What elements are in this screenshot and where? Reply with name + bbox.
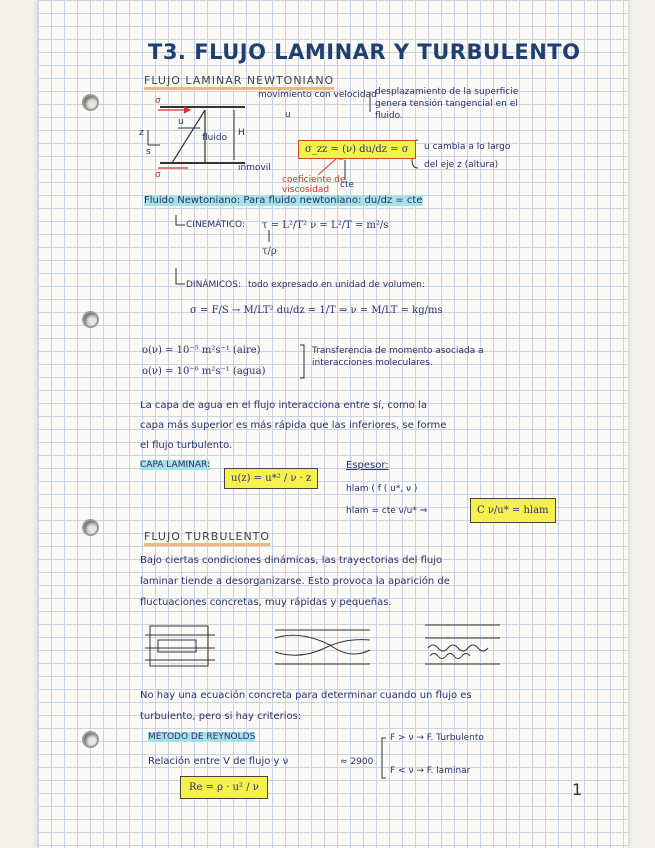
reynolds-approx: ≈ 2900 (340, 757, 374, 767)
order-water: o(ν) = 10⁻⁶ m²s⁻¹ (agua) (142, 366, 266, 377)
page-title: T3. FLUJO LAMINAR Y TURBULENTO (148, 40, 581, 64)
espesor-2: hlam = cte ν/u* ⇒ (346, 506, 428, 516)
paragraph1-line: La capa de agua en el flujo interacciona entre sí, como la (140, 400, 427, 411)
label-mu: u (285, 110, 291, 120)
desplazamiento-note: desplazamiento de la superficie genera tensión tangencial en el fluido. (375, 87, 519, 121)
turb-paragraph-line: fluctuaciones concretas, muy rápidas y pequeñas. (140, 597, 392, 608)
reynolds-heading: MÉTODO DE REYNOLDS (148, 732, 256, 742)
capa-laminar-formula: u(z) = u*² / ν · z (224, 468, 318, 489)
cinematico-label: CINEMÁTICO: (186, 220, 245, 230)
sigma-bottom: σ (155, 170, 161, 180)
label-movimiento: movimiento con velocidad (258, 90, 377, 100)
label-inmovil: inmovil (238, 163, 271, 173)
label-fluido: fluido (202, 133, 228, 143)
paragraph1-line: capa más superior es más rápida que las inferiores, se forme (140, 420, 447, 431)
section-heading-turbulento: FLUJO TURBULENTO (144, 530, 270, 546)
cinematico-formula: τ = L²/T² ν = L²/T = m²/s (262, 220, 389, 231)
label-z: z (139, 128, 144, 138)
turb-paragraph2-line: turbulento, pero si hay criterios: (140, 711, 302, 722)
reynolds-formula: Re = ρ · u² / ν (180, 776, 268, 799)
espesor-label: Espesor: (346, 460, 389, 471)
dinamico-formula: σ = F/S → M/LT² du/dz = 1/T ⇒ ν = M/LT = kg/ms (190, 305, 443, 316)
tau-rho: τ/ρ (262, 246, 277, 257)
label-s: s (146, 147, 151, 157)
reynolds-case-turbulento: F > ν → F. Turbulento (390, 733, 484, 743)
dinamico-label: DINÁMICOS: (186, 280, 242, 290)
order-air: o(ν) = 10⁻⁵ m²s⁻¹ (aire) (142, 345, 261, 356)
reynolds-relation: Relación entre V de flujo y ν (148, 756, 289, 767)
reynolds-case-laminar: F < ν → F. laminar (390, 766, 471, 776)
turb-paragraph-line: laminar tiende a desorganizarse. Esto provoca la aparición de (140, 576, 450, 587)
capa-laminar-label: CAPA LAMINAR: (140, 460, 211, 470)
espesor-boxed: C ν/u* = hlam (470, 498, 556, 523)
newton-line: Fluido Newtoniano: Para fluido newtoniano: du/dz = cte (144, 195, 423, 206)
turb-paragraph2-line: No hay una ecuación concreta para determinar cuando un flujo es (140, 690, 472, 701)
section-heading-laminar: FLUJO LAMINAR NEWTONIANO (144, 74, 334, 90)
coef-note: coeficiente de viscosidad (282, 175, 346, 195)
main-formula: σ_zz = (ν) du/dz = σ (298, 140, 416, 159)
cte-label: cte (340, 180, 355, 190)
side-note-2: del eje z (altura) (424, 160, 499, 170)
side-note-1: u cambia a lo largo (424, 142, 511, 152)
dinamico-text: todo expresado en unidad de volumen: (248, 280, 425, 290)
label-H: H (238, 128, 245, 138)
sigma-top: σ (155, 96, 161, 106)
orders-note: Transferencia de momento asociada a interacciones moleculares. (312, 346, 484, 368)
label-u: u (178, 117, 184, 127)
espesor-1: hlam ( f ( u*, ν ) (346, 484, 418, 494)
page-number: 1 (572, 780, 583, 799)
turb-paragraph-line: Bajo ciertas condiciones dinámicas, las trayectorias del flujo (140, 555, 443, 566)
paragraph1-line: el flujo turbulento. (140, 440, 233, 451)
